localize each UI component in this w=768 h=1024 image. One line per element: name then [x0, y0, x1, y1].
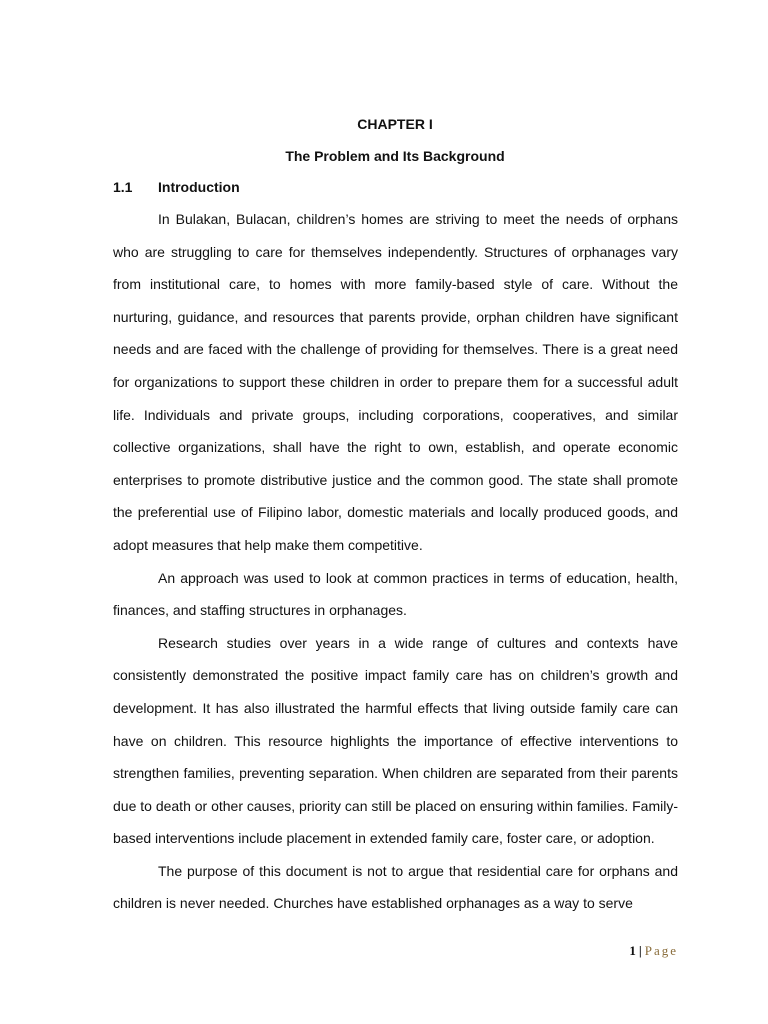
page-label: Page — [644, 943, 678, 958]
section-heading — [113, 178, 240, 196]
body-text — [113, 203, 678, 920]
chapter-title: The Problem and Its Background — [285, 148, 505, 164]
paragraph: The purpose of this document is not to argue that residential care for orphans and children is never needed. Churches have established orphanages as a way to serve — [113, 862, 678, 912]
chapter-label: CHAPTER I — [357, 116, 433, 132]
page-footer — [629, 942, 678, 960]
page-number: 1 — [629, 943, 636, 958]
section-number: 1.1 — [113, 179, 133, 195]
footer-separator: | — [638, 943, 642, 958]
paragraph: An approach was used to look at common practices in terms of education, health, finances, and staffing structures in orphanages. — [113, 569, 678, 619]
paragraph: In Bulakan, Bulacan, children’s homes are striving to meet the needs of orphans who are struggling to care for themselves independently. Structures of orphanages vary from institutional care, to homes with more family-based style of care. Without the nurturing, guidance, and resources that parents provide, orphan children have significant needs and are faced with the challenge of providing for themselves. There is a great need for organizations to support these children in order to prepare them for a successful adult life. Individuals and private groups, including corporations, cooperatives, and similar collective organizations, shall have the right to own, establish, and operate economic enterprises to promote distributive justice and the common good. The state shall promote the preferential use of Filipino labor, domestic materials and locally produced goods, and adopt measures that help make them competitive. — [113, 211, 678, 553]
section-title: Introduction — [158, 179, 240, 195]
paragraph: Research studies over years in a wide range of cultures and contexts have consistently demonstrated the positive impact family care has on children’s growth and development. It has also illustrated the harmful effects that living outside family care can have on children. This resource highlights the importance of effective interventions to strengthen families, preventing separation. When children are separated from their parents due to death or other causes, priority can still be placed on ensuring within families. Family-based interventions include placement in extended family care, foster care, or adoption. — [113, 634, 678, 847]
